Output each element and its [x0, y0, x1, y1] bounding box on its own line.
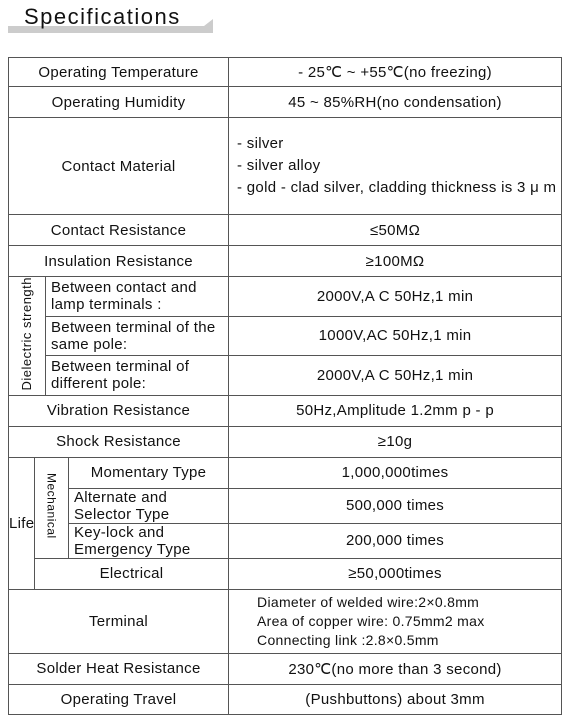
table-row [9, 118, 562, 215]
table-row [9, 488, 562, 523]
table-row [9, 58, 562, 87]
dielectric-group-label [9, 277, 46, 396]
row-value: 1000V,AC 50Hz,1 min [229, 316, 562, 356]
row-label: Contact Material [9, 118, 229, 215]
row-label: Vibration Resistance [9, 395, 229, 426]
list-item: Diameter of welded wire:2×0.8mm [257, 593, 480, 610]
table-row [9, 215, 562, 246]
table-row [9, 316, 562, 356]
row-label: Shock Resistance [9, 426, 229, 457]
dielectric-strength-label: Dielectric strength [19, 277, 34, 391]
row-label: Electrical [35, 558, 229, 589]
row-label: Contact Resistance [9, 215, 229, 246]
row-value: 45 ~ 85%RH(no condensation) [229, 87, 562, 118]
row-value: (Pushbuttons) about 3mm [229, 684, 562, 714]
row-value: ≥100MΩ [229, 246, 562, 277]
list-item: Connecting link :2.8×0.5mm [257, 631, 439, 648]
row-label: Between terminal of different pole: [46, 356, 229, 396]
table-row [9, 356, 562, 396]
row-value: 50Hz,Amplitude 1.2mm p - p [229, 395, 562, 426]
list-item: Area of copper wire: 0.75mm2 max [257, 612, 485, 629]
row-value: ≥50,000times [229, 558, 562, 589]
mechanical-label: Mechanical [44, 472, 59, 539]
row-value-list [229, 118, 562, 215]
table-row [9, 523, 562, 558]
row-value: ≥10g [229, 426, 562, 457]
row-value: 200,000 times [229, 523, 562, 558]
row-value: - 25℃ ~ +55℃(no freezing) [229, 58, 562, 87]
list-item: - silver [237, 135, 284, 152]
row-label: Operating Travel [9, 684, 229, 714]
mechanical-group-label [35, 457, 69, 558]
table-row [9, 87, 562, 118]
row-value: 2000V,A C 50Hz,1 min [229, 277, 562, 317]
row-label: Solder Heat Resistance [9, 653, 229, 684]
life-group-label: Life [9, 457, 35, 589]
table-row [9, 558, 562, 589]
row-value: 2000V,A C 50Hz,1 min [229, 356, 562, 396]
row-label: Between terminal of the same pole: [46, 316, 229, 356]
row-value: 500,000 times [229, 488, 562, 523]
row-value: ≤50MΩ [229, 215, 562, 246]
table-row [9, 653, 562, 684]
table-row [9, 277, 562, 317]
table-row [9, 246, 562, 277]
row-label: Momentary Type [69, 457, 229, 488]
table-row [9, 395, 562, 426]
table-row [9, 426, 562, 457]
row-label: Key-lock and Emergency Type [69, 523, 229, 558]
row-label: Insulation Resistance [9, 246, 229, 277]
page-title: Specifications [24, 4, 181, 29]
row-label: Terminal [9, 589, 229, 653]
title-bar [0, 0, 573, 36]
table-row [9, 684, 562, 714]
row-value-list [229, 589, 562, 653]
row-label: Between contact and lamp terminals : [46, 277, 229, 317]
table-row [9, 589, 562, 653]
row-value: 230℃(no more than 3 second) [229, 653, 562, 684]
row-label: Operating Humidity [9, 87, 229, 118]
row-label: Alternate and Selector Type [69, 488, 229, 523]
row-value: 1,000,000times [229, 457, 562, 488]
list-item: - silver alloy [237, 157, 321, 174]
row-label: Operating Temperature [9, 58, 229, 87]
table-row [9, 457, 562, 488]
specifications-table [8, 57, 562, 715]
list-item: - gold - clad silver, cladding thickness is 3 μ m [237, 179, 557, 196]
